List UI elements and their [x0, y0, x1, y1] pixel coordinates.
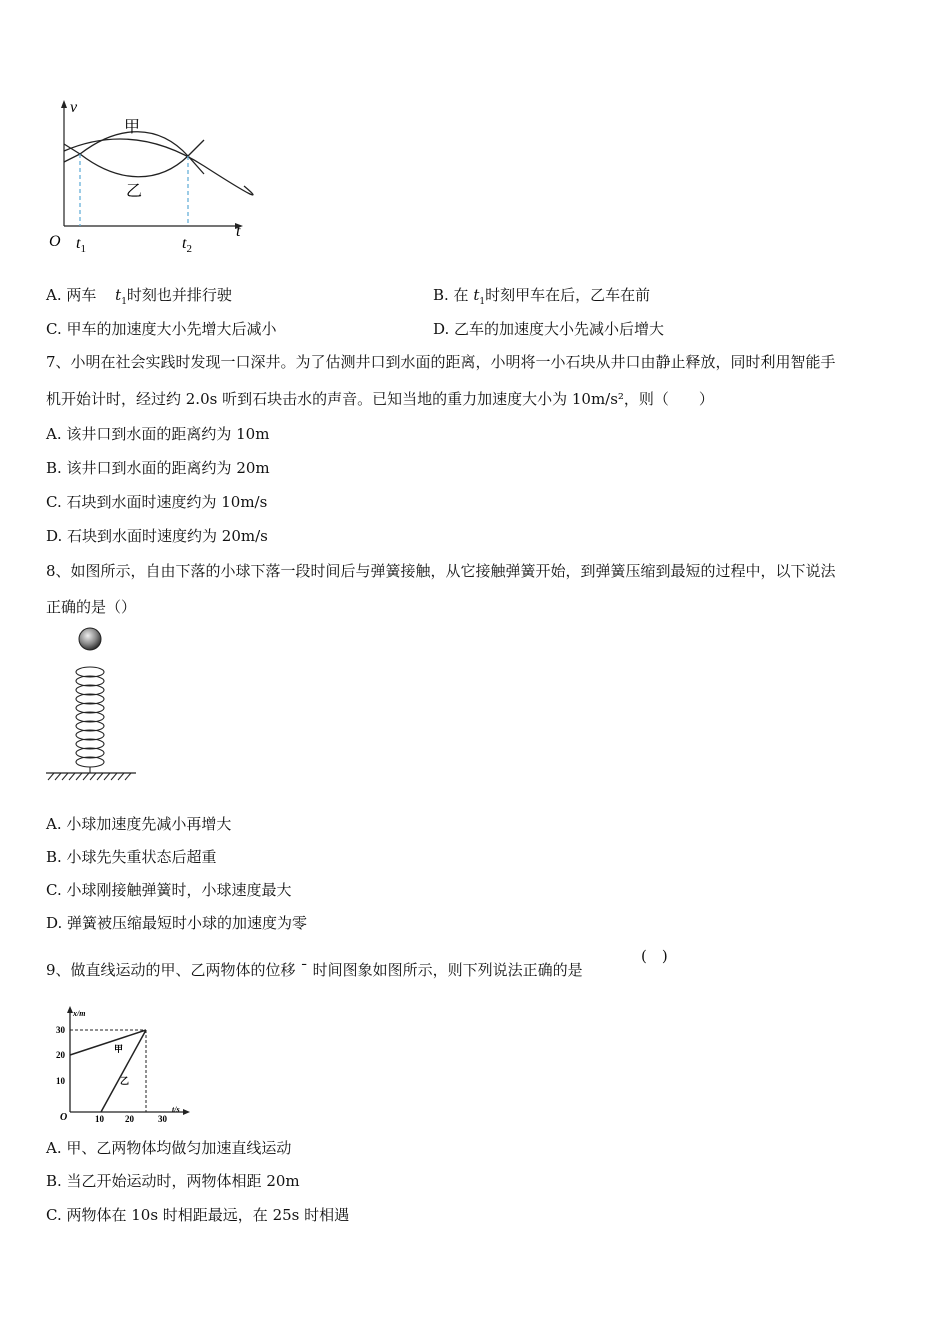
vt-graph: [44, 96, 254, 256]
x-arrow: [183, 1109, 190, 1115]
q7-option-b: B. 该井口到水面的距离约为 20m: [46, 459, 270, 477]
y-tick-20: 20: [56, 1050, 65, 1060]
t-axis-label: t: [236, 223, 241, 240]
q6-option-c: C. 甲车的加速度大小先增大后减小: [46, 320, 277, 338]
curve-jia-tail: [64, 154, 80, 162]
label-yi: 乙: [126, 181, 143, 200]
q9-option-b: B. 当乙开始运动时，两物体相距 20m: [46, 1172, 300, 1190]
t1-label: $t_1$: [76, 235, 86, 255]
q8-option-b: B. 小球先失重状态后超重: [46, 848, 217, 866]
label-yi-xt: 乙: [120, 1077, 130, 1087]
q7-option-a: A. 该井口到水面的距离约为 10m: [46, 425, 270, 443]
q6-option-a: A. 两车 $t_1$时刻也并排行驶: [46, 286, 232, 307]
q8-option-c: C. 小球刚接触弹簧时，小球速度最大: [46, 881, 292, 899]
ground-hatching: [48, 773, 131, 780]
x-axis-label: t/s: [172, 1105, 180, 1114]
curve-jia: [64, 139, 253, 195]
curve-jia-tail-right: [188, 140, 204, 156]
ball-spring-figure: [44, 624, 144, 786]
q8-stem-line2: 正确的是（）: [46, 598, 137, 616]
origin-label: O: [49, 233, 61, 250]
xt-graph: [54, 1004, 194, 1122]
q7-stem-line2: 机开始计时，经过约 2.0s 听到石块击水的声音。已知当地的重力加速度大小为 10m/s²，则（ ）: [46, 390, 714, 408]
y-tick-10: 10: [56, 1076, 65, 1086]
q7-option-d: D. 石块到水面时速度约为 20m/s: [46, 527, 268, 545]
q8-option-d: D. 弹簧被压缩最短时小球的加速度为零: [46, 914, 308, 932]
q9-option-c: C. 两物体在 10s 时相距最远，在 25s 时相遇: [46, 1206, 350, 1224]
ball: [79, 628, 101, 650]
q8-stem-line1: 8、如图所示，自由下落的小球下落一段时间后与弹簧接触，从它接触弹簧开始，到弹簧压缩到最短的过程中，以下说法: [46, 562, 836, 580]
v-axis-arrow: [61, 100, 67, 108]
xt-origin: O: [60, 1112, 68, 1122]
label-jia-xt: 甲: [114, 1045, 124, 1055]
q9-stem: 9、做直线运动的甲、乙两物体的位移 ˉ 时间图象如图所示，则下列说法正确的是: [46, 961, 583, 979]
x-tick-20: 20: [125, 1114, 134, 1122]
q9-option-a: A. 甲、乙两物体均做匀加速直线运动: [46, 1139, 292, 1157]
x-tick-30: 30: [158, 1114, 167, 1122]
v-axis-label: v: [70, 99, 78, 116]
q7-option-c: C. 石块到水面时速度约为 10m/s: [46, 493, 268, 511]
spring-coil: [76, 667, 104, 773]
q8-option-a: A. 小球加速度先减小再增大: [46, 815, 232, 833]
q9-paren: ( ): [641, 947, 668, 965]
x-tick-10: 10: [95, 1114, 104, 1122]
t2-label: $t_2$: [182, 235, 192, 255]
q7-stem-line1: 7、小明在社会实践时发现一口深井。为了估测井口到水面的距离，小明将一小石块从井口由静止释放，同时利用智能手: [46, 353, 836, 371]
y-axis-label: x/m: [73, 1009, 86, 1018]
q6-option-b: B. 在 $t_1$时刻甲车在后，乙车在前: [433, 286, 651, 307]
q6-option-d: D. 乙车的加速度大小先减小后增大: [433, 320, 665, 338]
label-jia: 甲: [124, 117, 141, 136]
y-tick-30: 30: [56, 1025, 65, 1035]
